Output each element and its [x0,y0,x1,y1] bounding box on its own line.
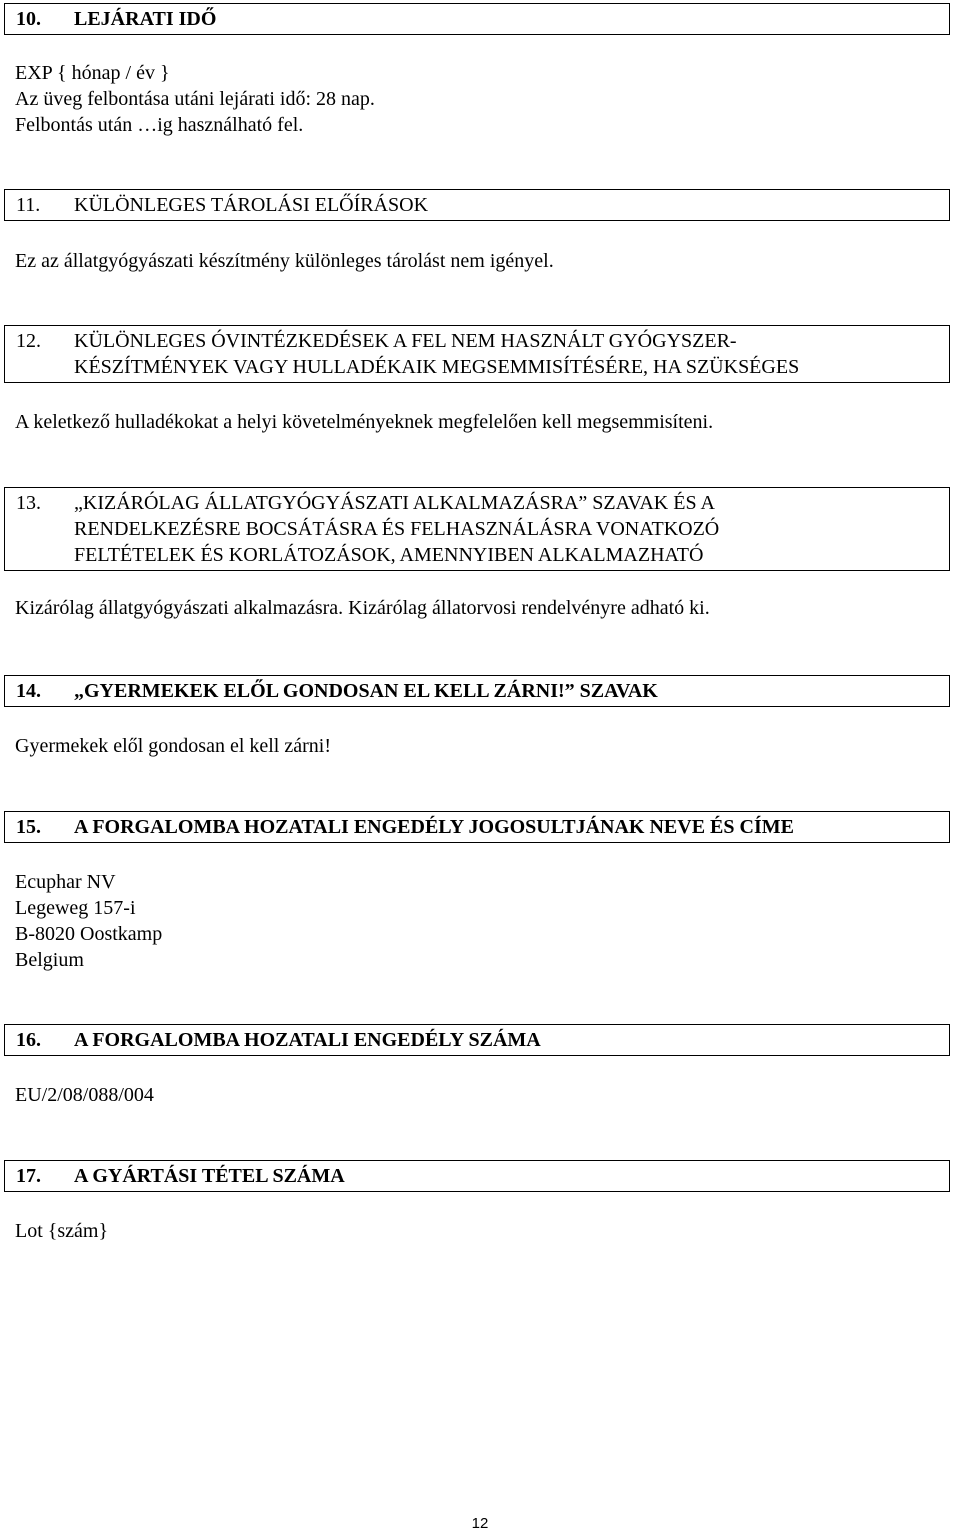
section-15-body [15,869,162,973]
section-12-heading [4,325,950,383]
section-number: 12. [16,330,41,352]
body-line: Felbontás után …ig használható fel. [15,114,304,136]
section-17-body [15,1218,108,1244]
body-line: Ecuphar NV [15,871,116,893]
section-number: 17. [16,1165,41,1187]
section-10-body [15,60,375,138]
section-number: 10. [16,8,41,30]
body-line: A keletkező hulladékokat a helyi követelményeknek megfelelően kell megsemmisíteni. [15,411,714,433]
body-line: B-8020 Oostkamp [15,923,163,945]
section-11-heading [4,189,950,221]
section-title: „GYERMEKEK ELŐL GONDOSAN EL KELL ZÁRNI!” SZAVAK [74,680,658,702]
section-title: A FORGALOMBA HOZATALI ENGEDÉLY JOGOSULTJÁNAK NEVE ÉS CÍME [74,816,794,838]
body-line: EXP { hónap / év } [15,62,170,84]
section-number: 14. [16,680,41,702]
section-13-heading [4,487,950,571]
body-line: Lot {szám} [15,1220,109,1242]
body-line: Gyermekek elől gondosan el kell zárni! [15,735,331,757]
body-line: EU/2/08/088/004 [15,1084,154,1106]
section-15-heading [4,811,950,843]
section-number: 15. [16,816,41,838]
body-line: Kizárólag állatgyógyászati alkalmazásra. Kizárólag állatorvosi rendelvényre adható ki. [15,597,710,619]
section-number: 13. [16,492,41,514]
section-16-body [15,1082,154,1108]
section-number: 11. [16,194,41,216]
section-12-body [15,409,713,435]
section-14-heading [4,675,950,707]
section-11-body [15,248,554,274]
section-title: A FORGALOMBA HOZATALI ENGEDÉLY SZÁMA [74,1029,541,1051]
section-number: 16. [16,1029,41,1051]
section-title: KÜLÖNLEGES TÁROLÁSI ELŐÍRÁSOK [74,194,429,216]
section-title: LEJÁRATI IDŐ [74,8,217,30]
section-13-body [15,595,710,621]
body-line: Legeweg 157-i [15,897,136,919]
section-title: A GYÁRTÁSI TÉTEL SZÁMA [74,1165,345,1187]
section-title: „KIZÁRÓLAG ÁLLATGYÓGYÁSZATI ALKALMAZÁSRA” SZAVAK ÉS A RENDELKEZÉSRE BOCSÁTÁSRA ÉS FELHASZNÁLÁSRA VONATKOZÓ FELTÉTELEK ÉS KORLÁTOZÁSOK, AMENNYIBEN ALKALMAZHATÓ [74,492,720,566]
section-16-heading [4,1024,950,1056]
page-number: 12 [471,1515,489,1532]
body-line: Az üveg felbontása utáni lejárati idő: 28 nap. [15,88,375,110]
section-14-body [15,733,331,759]
body-line: Belgium [15,949,84,971]
body-line: Ez az állatgyógyászati készítmény különleges tárolást nem igényel. [15,250,554,272]
section-title: KÜLÖNLEGES ÓVINTÉZKEDÉSEK A FEL NEM HASZNÁLT GYÓGYSZER- KÉSZÍTMÉNYEK VAGY HULLADÉKAIK MEGSEMMISÍTÉSÉRE, HA SZÜKSÉGES [74,330,800,378]
section-17-heading [4,1160,950,1192]
section-10-heading [4,3,950,35]
